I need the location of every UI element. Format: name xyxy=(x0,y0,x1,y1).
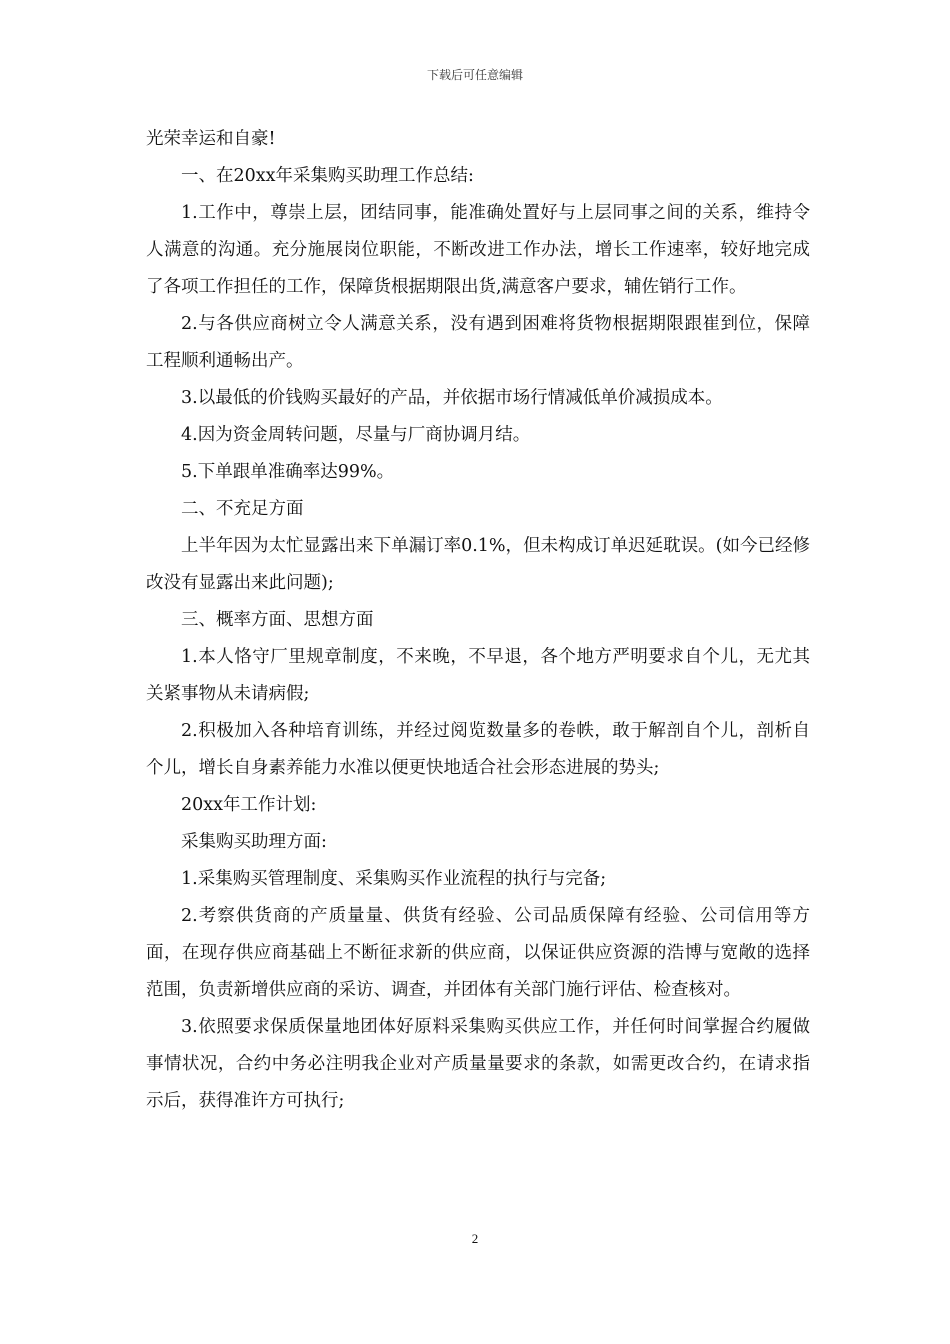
page-number: 2 xyxy=(471,1231,479,1246)
paragraph-7: 5.下单跟单准确率达99%。 xyxy=(181,462,395,482)
paragraph-1: 光荣幸运和自豪! xyxy=(146,129,276,149)
paragraph-10: 三、概率方面、思想方面 xyxy=(181,610,374,630)
paragraph-5: 3.以最低的价钱购买最好的产品，并依据市场行情减低单价减损成本。 xyxy=(181,388,723,408)
paragraph-12: 2.积极加入各种培育训练，并经过阅览数量多的卷帙，敢于解剖自个儿，剖析自个儿，增长自身素养能力水准以便更快地适合社会形态进展的势头; xyxy=(146,721,810,778)
paragraph-2: 一、在20xx年采集购买助理工作总结: xyxy=(181,166,474,186)
paragraph-11: 1.本人恪守厂里规章制度，不来晚，不早退，各个地方严明要求自个儿，无尤其关紧事物从未请病假; xyxy=(146,647,810,704)
page-header: 下载后可任意编辑 xyxy=(426,68,523,82)
document-body xyxy=(146,121,810,1120)
paragraph-13: 20xx年工作计划: xyxy=(181,795,317,815)
paragraph-14: 采集购买助理方面: xyxy=(181,832,327,852)
paragraph-17: 3.依照要求保质保量地团体好原料采集购买供应工作，并任何时间掌握合约履做事情状况，合约中务必注明我企业对产质量量要求的条款，如需更改合约，在请求指示后，获得准许方可执行; xyxy=(146,1017,810,1111)
paragraph-6: 4.因为资金周转问题，尽量与厂商协调月结。 xyxy=(181,425,531,445)
paragraph-15: 1.采集购买管理制度、采集购买作业流程的执行与完备; xyxy=(181,869,607,889)
paragraph-4: 2.与各供应商树立令人满意关系，没有遇到困难将货物根据期限跟崔到位，保障工程顺利通畅出产。 xyxy=(146,314,810,371)
paragraph-16: 2.考察供货商的产质量量、供货有经验、公司品质保障有经验、公司信用等方面，在现存供应商基础上不断征求新的供应商，以保证供应资源的浩博与宽敞的选择范围，负责新增供应商的采访、调查，并团体有关部门施行评估、检查核对。 xyxy=(146,906,810,1000)
paragraph-9: 上半年因为太忙显露出来下单漏订率0.1%，但未构成订单迟延耽误。(如今已经修改没有显露出来此问题); xyxy=(146,536,810,593)
paragraph-8: 二、不充足方面 xyxy=(181,499,304,519)
paragraph-3: 1.工作中，尊崇上层，团结同事，能准确处置好与上层同事之间的关系，维持令人满意的沟通。充分施展岗位职能，不断改进工作办法，增长工作速率，较好地完成了各项工作担任的工作，保障货根据期限出货,满意客户要求，辅佐销行工作。 xyxy=(146,203,810,297)
